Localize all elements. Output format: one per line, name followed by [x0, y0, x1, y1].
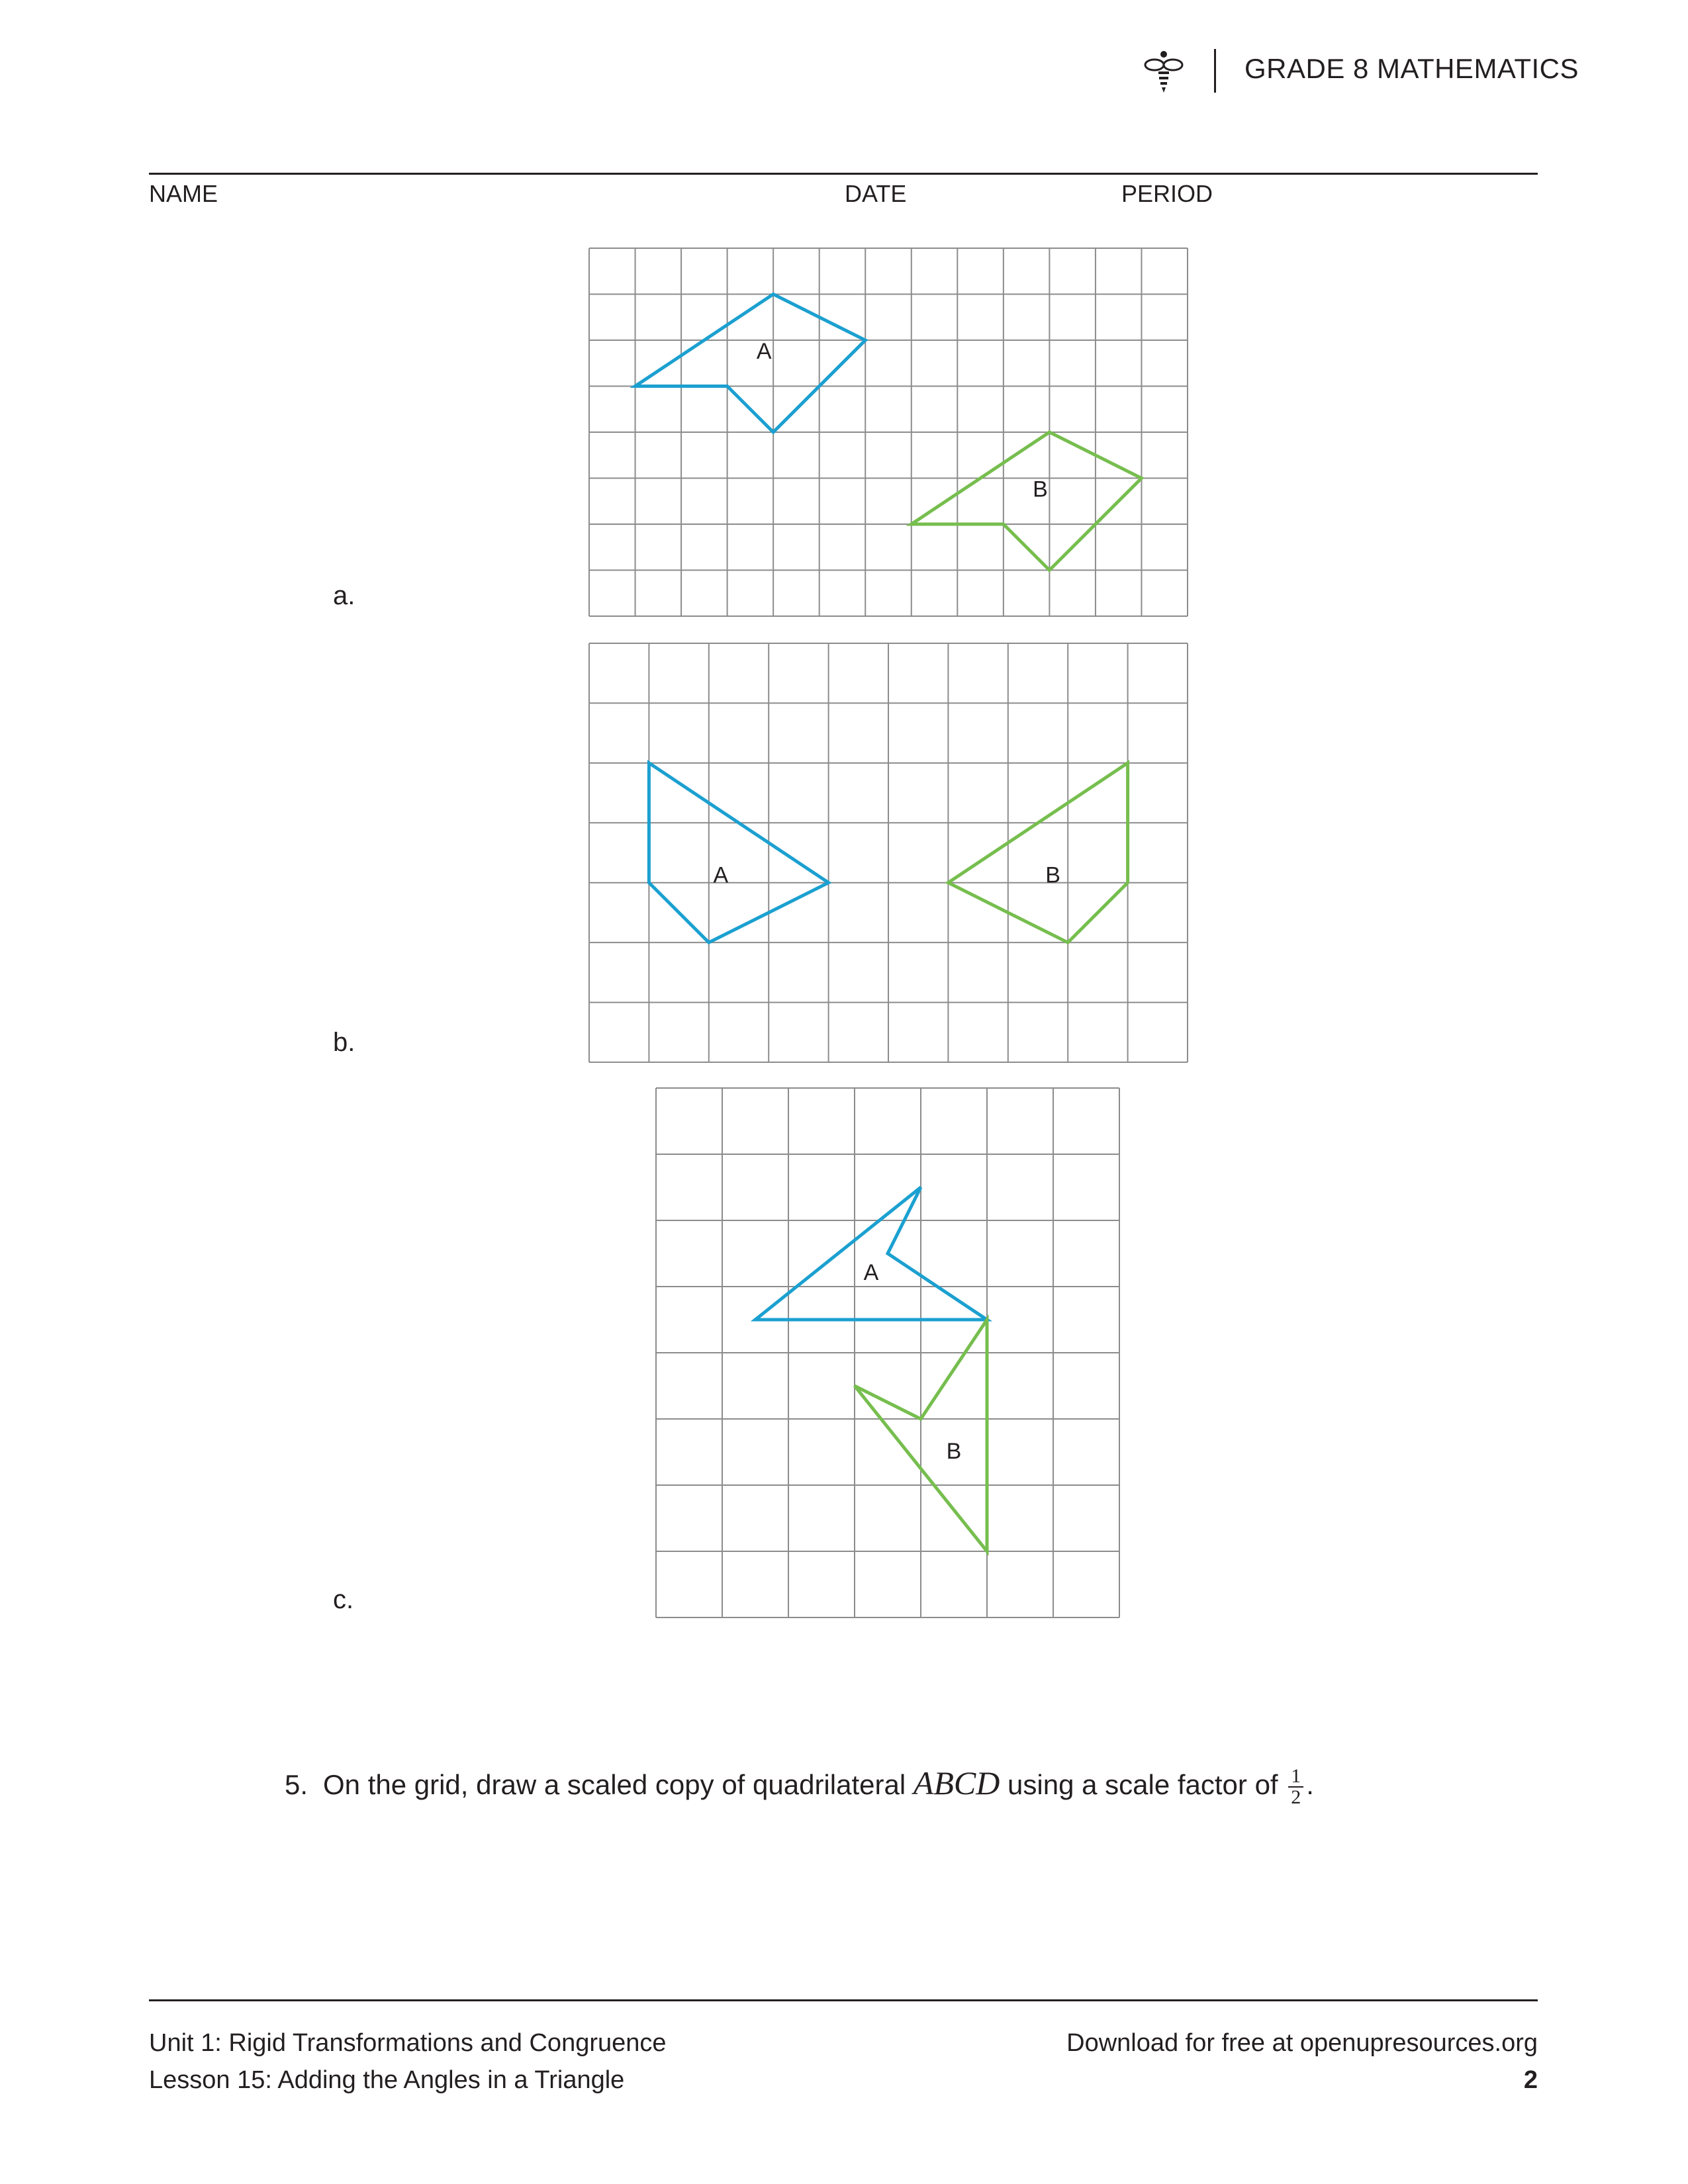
figure-a-grid — [589, 248, 1188, 616]
shape-a-label: A — [756, 338, 772, 364]
fraction-denominator: 2 — [1291, 1786, 1301, 1808]
shape-a — [755, 1187, 987, 1320]
figure-c-label: c. — [333, 1585, 354, 1614]
shape-a-label: A — [863, 1260, 879, 1285]
page-number: 2 — [1523, 2066, 1538, 2094]
shape-a-label: A — [713, 862, 729, 888]
shape-b-label: B — [1045, 862, 1060, 888]
figure-b-label: b. — [333, 1028, 355, 1057]
scale-factor-fraction — [1288, 1766, 1303, 1807]
shape-a — [649, 763, 828, 942]
shape-b-label: B — [1033, 477, 1048, 502]
quadrilateral-name: ABCD — [913, 1764, 1000, 1801]
bee-icon — [1143, 49, 1185, 94]
figure-a-label: a. — [333, 581, 355, 610]
question-text-before: On the grid, draw a scaled copy of quadrilateral — [323, 1769, 914, 1800]
question-number: 5. — [285, 1769, 308, 1800]
question-text-after: using a scale factor of — [1000, 1769, 1286, 1800]
question-5 — [285, 1764, 1314, 1807]
fraction-numerator: 1 — [1288, 1766, 1303, 1788]
footer-lesson: Lesson 15: Adding the Angles in a Triangle — [149, 2066, 625, 2094]
period-field-label: PERIOD — [1121, 180, 1213, 207]
figure-c-grid — [656, 1088, 1119, 1617]
footer-download-link[interactable]: Download for free at openupresources.org — [1066, 2029, 1538, 2057]
shape-b — [912, 432, 1142, 570]
footer-unit: Unit 1: Rigid Transformations and Congruence — [149, 2029, 667, 2057]
header-separator — [1214, 49, 1216, 93]
date-field-label: DATE — [845, 180, 907, 207]
figure-b-grid — [589, 643, 1188, 1062]
shape-a — [635, 295, 866, 433]
shape-b-label: B — [946, 1439, 962, 1464]
question-end: . — [1306, 1769, 1314, 1800]
shape-b — [948, 763, 1127, 942]
footer-rule — [149, 1999, 1538, 2001]
name-field-label: NAME — [149, 180, 218, 207]
subject-title: GRADE 8 MATHEMATICS — [1244, 53, 1579, 84]
top-rule — [149, 173, 1538, 175]
